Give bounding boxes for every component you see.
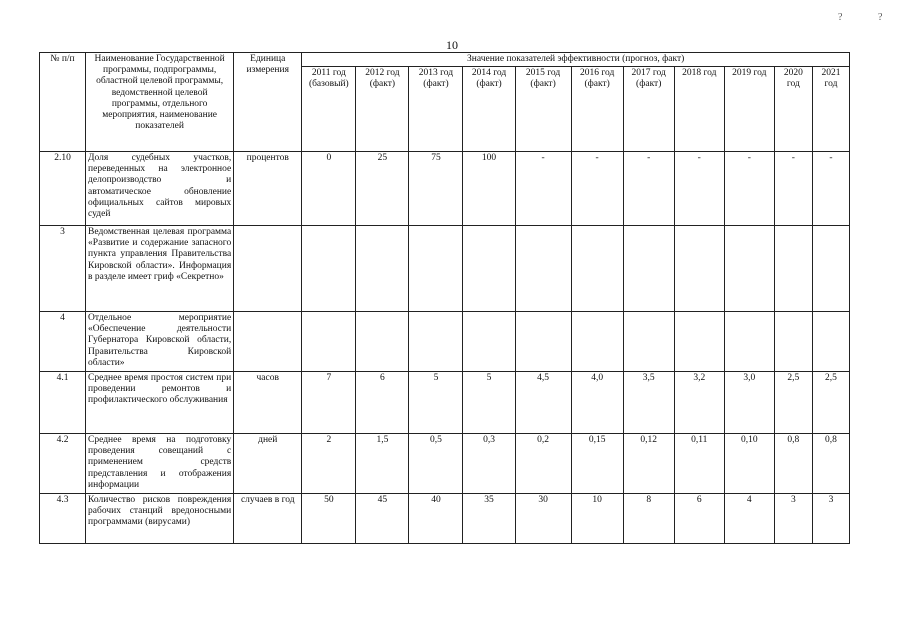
row-value: 1,5 bbox=[356, 434, 409, 494]
header-year: 2019 год bbox=[724, 67, 774, 152]
row-value bbox=[812, 226, 849, 312]
row-name: Доля судебных участков, переведенных на электронное делопроизводство и автоматическое обновление официальных сайтов мировых судей bbox=[86, 152, 234, 226]
row-value: 3 bbox=[774, 494, 812, 544]
row-value bbox=[774, 226, 812, 312]
row-value bbox=[812, 312, 849, 372]
row-value bbox=[515, 312, 571, 372]
row-value: 75 bbox=[409, 152, 463, 226]
header-unit: Единица измерения bbox=[234, 53, 302, 152]
row-value: 40 bbox=[409, 494, 463, 544]
row-value: 0,8 bbox=[774, 434, 812, 494]
row-unit: процентов bbox=[234, 152, 302, 226]
row-value: 0,12 bbox=[623, 434, 674, 494]
table-row bbox=[40, 494, 850, 544]
row-value: 45 bbox=[356, 494, 409, 544]
row-value bbox=[409, 312, 463, 372]
header-year: 2011 год (базовый) bbox=[302, 67, 356, 152]
row-value bbox=[409, 226, 463, 312]
row-value: 0,2 bbox=[515, 434, 571, 494]
row-value: 6 bbox=[674, 494, 724, 544]
row-value: 10 bbox=[571, 494, 623, 544]
header-values: Значение показателей эффективности (прогноз, факт) bbox=[302, 53, 850, 67]
row-unit: часов bbox=[234, 372, 302, 434]
row-value: - bbox=[571, 152, 623, 226]
page-number: 10 bbox=[446, 38, 458, 52]
row-value: 0,11 bbox=[674, 434, 724, 494]
row-value bbox=[356, 226, 409, 312]
row-name: Среднее время на подготовку проведения совещаний с применением средств представления и отображения информации bbox=[86, 434, 234, 494]
row-value bbox=[724, 312, 774, 372]
row-value: 2,5 bbox=[812, 372, 849, 434]
row-value: 7 bbox=[302, 372, 356, 434]
row-unit: дней bbox=[234, 434, 302, 494]
header-year: 2015 год (факт) bbox=[515, 67, 571, 152]
table-row bbox=[40, 226, 850, 312]
row-number: 4.2 bbox=[40, 434, 86, 494]
row-number: 4.3 bbox=[40, 494, 86, 544]
row-value: 4 bbox=[724, 494, 774, 544]
header-year: 2016 год (факт) bbox=[571, 67, 623, 152]
header-number: № п/п bbox=[40, 53, 86, 152]
row-value bbox=[515, 226, 571, 312]
header-name: Наименование Государственной программы, подпрограммы, областной целевой программы, ведомственной целевой программы, отдельного мероприятия, наименование показателей bbox=[86, 53, 234, 152]
row-value: - bbox=[515, 152, 571, 226]
header-year: 2018 год bbox=[674, 67, 724, 152]
row-value bbox=[571, 226, 623, 312]
header-year: 2012 год (факт) bbox=[356, 67, 409, 152]
row-value: 25 bbox=[356, 152, 409, 226]
indicators-table bbox=[39, 52, 850, 544]
row-value: 4,5 bbox=[515, 372, 571, 434]
row-value: - bbox=[812, 152, 849, 226]
row-value: 0 bbox=[302, 152, 356, 226]
row-value: 0,8 bbox=[812, 434, 849, 494]
row-unit bbox=[234, 226, 302, 312]
header-year: 2017 год (факт) bbox=[623, 67, 674, 152]
row-value: - bbox=[724, 152, 774, 226]
row-value bbox=[463, 226, 515, 312]
row-value bbox=[774, 312, 812, 372]
row-value bbox=[302, 226, 356, 312]
row-value: 0,5 bbox=[409, 434, 463, 494]
row-value bbox=[724, 226, 774, 312]
row-value: 50 bbox=[302, 494, 356, 544]
row-value: 3 bbox=[812, 494, 849, 544]
row-value bbox=[463, 312, 515, 372]
row-name: Среднее время простоя систем при проведении ремонтов и профилактического обслуживания bbox=[86, 372, 234, 434]
row-value bbox=[623, 226, 674, 312]
row-value: 5 bbox=[463, 372, 515, 434]
row-value: 2,5 bbox=[774, 372, 812, 434]
header-year: 2020 год bbox=[774, 67, 812, 152]
row-value: 30 bbox=[515, 494, 571, 544]
row-value: 2 bbox=[302, 434, 356, 494]
row-value: 5 bbox=[409, 372, 463, 434]
row-value: 6 bbox=[356, 372, 409, 434]
row-unit bbox=[234, 312, 302, 372]
table-row bbox=[40, 152, 850, 226]
row-value: 35 bbox=[463, 494, 515, 544]
row-value: 4,0 bbox=[571, 372, 623, 434]
header-year: 2021 год bbox=[812, 67, 849, 152]
row-name: Количество рисков повреждения рабочих станций вредоносными программами (вирусами) bbox=[86, 494, 234, 544]
scan-mark: ? bbox=[878, 12, 883, 23]
row-number: 3 bbox=[40, 226, 86, 312]
header-year: 2014 год (факт) bbox=[463, 67, 515, 152]
row-value bbox=[623, 312, 674, 372]
row-value: 3,5 bbox=[623, 372, 674, 434]
row-value: 0,3 bbox=[463, 434, 515, 494]
row-value bbox=[571, 312, 623, 372]
row-value: 100 bbox=[463, 152, 515, 226]
row-name: Отдельное мероприятие «Обеспечение деятельности Губернатора Кировской области, Правительства Кировской области» bbox=[86, 312, 234, 372]
table-row bbox=[40, 434, 850, 494]
row-value: 8 bbox=[623, 494, 674, 544]
row-value: 3,0 bbox=[724, 372, 774, 434]
header-year: 2013 год (факт) bbox=[409, 67, 463, 152]
row-value bbox=[356, 312, 409, 372]
row-number: 2.10 bbox=[40, 152, 86, 226]
row-value: - bbox=[774, 152, 812, 226]
row-unit: случаев в год bbox=[234, 494, 302, 544]
row-value bbox=[674, 312, 724, 372]
row-value: - bbox=[674, 152, 724, 226]
scan-mark: ? bbox=[838, 12, 843, 23]
row-value: 0,10 bbox=[724, 434, 774, 494]
row-name: Ведомственная целевая программа «Развитие и содержание запасного пункта управления Правительства Кировской области». Информация в разделе имеет гриф «Секретно» bbox=[86, 226, 234, 312]
row-number: 4 bbox=[40, 312, 86, 372]
row-number: 4.1 bbox=[40, 372, 86, 434]
row-value: 3,2 bbox=[674, 372, 724, 434]
table-row bbox=[40, 312, 850, 372]
row-value: - bbox=[623, 152, 674, 226]
table-row bbox=[40, 372, 850, 434]
row-value bbox=[302, 312, 356, 372]
row-value bbox=[674, 226, 724, 312]
row-value: 0,15 bbox=[571, 434, 623, 494]
